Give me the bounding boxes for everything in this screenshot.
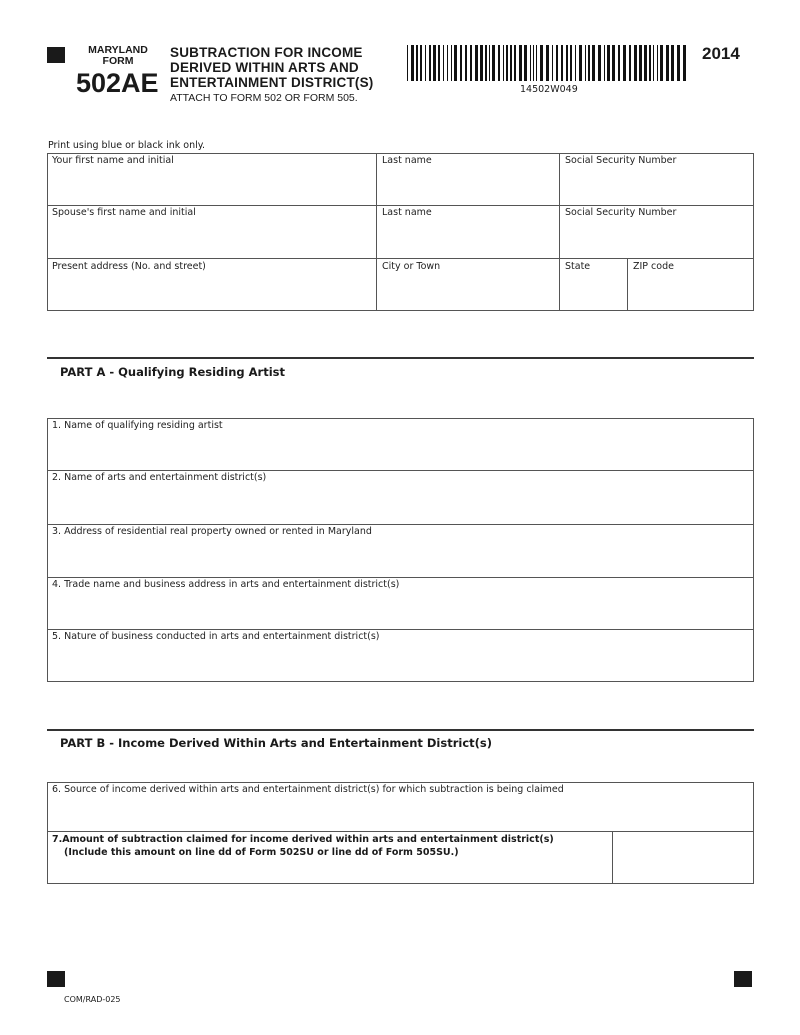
barcode <box>407 45 689 81</box>
barcode-bar <box>489 45 490 81</box>
barcode-bar <box>592 45 595 81</box>
last-name-input[interactable] <box>378 172 557 202</box>
city-input[interactable] <box>378 278 557 308</box>
barcode-bar <box>407 45 408 81</box>
barcode-bar <box>634 45 637 81</box>
barcode-bar <box>454 45 457 81</box>
barcode-bar <box>588 45 590 81</box>
spouse-ssn-input[interactable] <box>561 224 752 254</box>
barcode-bar <box>514 45 516 81</box>
last-name-label: Last name <box>382 155 432 166</box>
part-a-heading: PART A - Qualifying Residing Artist <box>60 365 286 379</box>
divider <box>612 831 613 884</box>
line-1-input[interactable] <box>49 437 752 467</box>
barcode-bar <box>612 45 615 81</box>
divider <box>376 153 377 311</box>
barcode-bar <box>585 45 586 81</box>
barcode-bar <box>639 45 642 81</box>
barcode-bar <box>579 45 582 81</box>
barcode-bar <box>575 45 576 81</box>
divider <box>47 831 754 832</box>
spouse-first-name-input[interactable] <box>49 224 374 254</box>
line-4-input[interactable] <box>49 596 752 626</box>
barcode-bar <box>604 45 605 81</box>
barcode-bar <box>530 45 531 81</box>
spouse-ssn-label: Social Security Number <box>565 207 677 218</box>
line-7-amount-input[interactable] <box>614 833 752 882</box>
ink-instructions: Print using blue or black ink only. <box>48 140 206 151</box>
barcode-bar <box>460 45 462 81</box>
first-name-input[interactable] <box>49 172 374 202</box>
ssn-input[interactable] <box>561 172 752 202</box>
divider <box>627 258 628 311</box>
barcode-bar <box>657 45 658 81</box>
line-5-input[interactable] <box>49 648 752 679</box>
registration-mark-bottom-left <box>47 971 65 987</box>
barcode-bar <box>447 45 448 81</box>
barcode-bar <box>540 45 543 81</box>
divider <box>47 577 754 578</box>
barcode-bar <box>607 45 610 81</box>
barcode-bar <box>429 45 431 81</box>
divider <box>47 470 754 471</box>
barcode-bar <box>475 45 478 81</box>
barcode-bar <box>416 45 418 81</box>
barcode-bar <box>492 45 495 81</box>
first-name-label: Your first name and initial <box>52 155 174 166</box>
line-3-label: 3. Address of residential real property owned or rented in Maryland <box>52 526 372 537</box>
spouse-last-name-input[interactable] <box>378 224 557 254</box>
address-input[interactable] <box>49 278 374 308</box>
barcode-bar <box>649 45 651 81</box>
line-6-input[interactable] <box>49 801 752 829</box>
part-b-rule <box>47 729 754 731</box>
barcode-bar <box>411 45 414 81</box>
part-a-rule <box>47 357 754 359</box>
barcode-bar <box>618 45 620 81</box>
part-b-heading: PART B - Income Derived Within Arts and Entertainment District(s) <box>60 736 492 750</box>
registration-mark-bottom-right <box>734 971 752 987</box>
barcode-bar <box>524 45 527 81</box>
line-3-input[interactable] <box>49 543 752 574</box>
barcode-number: 14502W049 <box>520 84 578 95</box>
barcode-bar <box>556 45 558 81</box>
barcode-bar <box>506 45 508 81</box>
barcode-bar <box>677 45 680 81</box>
barcode-bar <box>660 45 663 81</box>
address-label: Present address (No. and street) <box>52 261 206 272</box>
ssn-label: Social Security Number <box>565 155 677 166</box>
barcode-bar <box>470 45 472 81</box>
line-2-label: 2. Name of arts and entertainment district(s) <box>52 472 267 483</box>
line-7-label: 7.Amount of subtraction claimed for income derived within arts and entertainment district(s) (Include this amount on line dd of Form 502SU or line dd of Form 505SU.) <box>52 834 554 858</box>
form-title: SUBTRACTION FOR INCOME DERIVED WITHIN ARTS AND ENTERTAINMENT DISTRICT(S) <box>170 45 374 90</box>
divider <box>47 629 754 630</box>
city-label: City or Town <box>382 261 441 272</box>
barcode-bar <box>519 45 522 81</box>
divider <box>47 524 754 525</box>
state-label: State <box>565 261 591 272</box>
barcode-bar <box>485 45 487 81</box>
zip-input[interactable] <box>629 278 752 308</box>
barcode-bar <box>653 45 654 81</box>
barcode-bar <box>443 45 444 81</box>
barcode-bar <box>465 45 467 81</box>
divider <box>559 153 560 311</box>
barcode-bar <box>570 45 572 81</box>
barcode-bar <box>425 45 426 81</box>
barcode-bar <box>552 45 553 81</box>
form-number: 502AE <box>76 68 159 98</box>
barcode-bar <box>623 45 626 81</box>
registration-mark-top-left <box>47 47 65 63</box>
barcode-bar <box>561 45 563 81</box>
barcode-bar <box>451 45 452 81</box>
barcode-bar <box>546 45 549 81</box>
divider <box>47 258 754 259</box>
line-4-label: 4. Trade name and business address in arts and entertainment district(s) <box>52 579 400 590</box>
barcode-bar <box>433 45 436 81</box>
zip-label: ZIP code <box>633 261 674 272</box>
spouse-first-name-label: Spouse's first name and initial <box>52 207 196 218</box>
barcode-bar <box>598 45 601 81</box>
spouse-last-name-label: Last name <box>382 207 432 218</box>
line-6-label: 6. Source of income derived within arts and entertainment district(s) for which subtraction is being claimed <box>52 784 564 795</box>
line-2-input[interactable] <box>49 489 752 521</box>
barcode-bar <box>671 45 674 81</box>
barcode-bar <box>480 45 483 81</box>
barcode-bar <box>533 45 534 81</box>
barcode-bar <box>536 45 537 81</box>
divider <box>47 205 754 206</box>
barcode-bar <box>498 45 500 81</box>
barcode-bar <box>644 45 647 81</box>
line-5-label: 5. Nature of business conducted in arts and entertainment district(s) <box>52 631 380 642</box>
attach-note: ATTACH TO FORM 502 OR FORM 505. <box>170 92 358 104</box>
state-name: MARYLAND FORM <box>88 44 148 67</box>
barcode-bar <box>510 45 512 81</box>
line-1-label: 1. Name of qualifying residing artist <box>52 420 223 431</box>
barcode-bar <box>438 45 440 81</box>
state-input[interactable] <box>561 278 625 308</box>
barcode-bar <box>666 45 669 81</box>
tax-year: 2014 <box>702 44 740 63</box>
barcode-bar <box>683 45 686 81</box>
form-code: COM/RAD-025 <box>64 995 121 1004</box>
barcode-bar <box>566 45 568 81</box>
barcode-bar <box>503 45 504 81</box>
barcode-bar <box>420 45 422 81</box>
barcode-bar <box>629 45 631 81</box>
